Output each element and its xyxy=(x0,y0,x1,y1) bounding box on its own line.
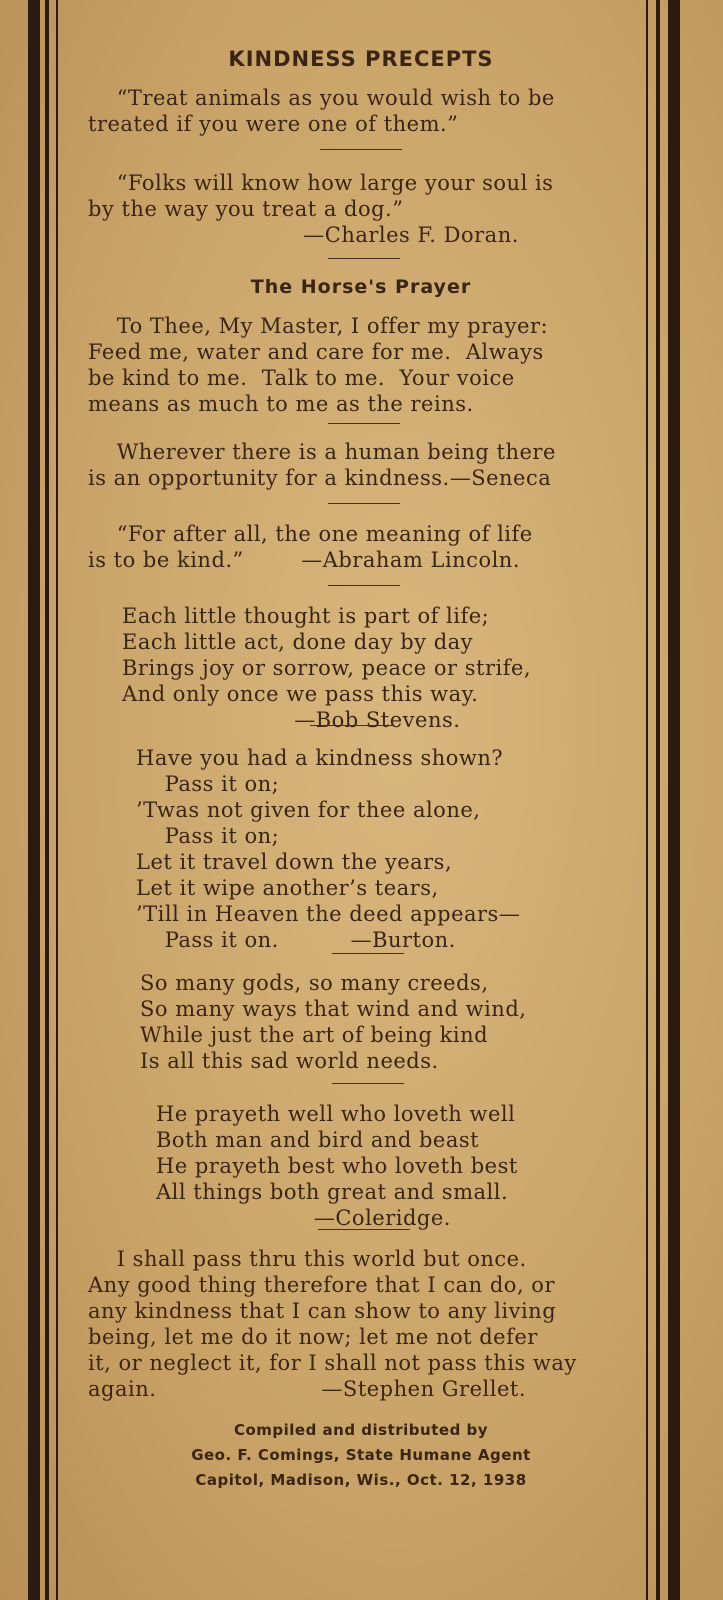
precept-treat-animals: “Treat animals as you would wish to be treated if you were one of them.” xyxy=(88,86,555,136)
left-border-rule xyxy=(28,0,40,1600)
separator xyxy=(332,953,404,954)
poem-coleridge: He prayeth well who loveth well Both man and bird and beast He prayeth best who loveth best All things both great and small. —Coleridge. xyxy=(156,1102,518,1230)
horse-prayer-heading: The Horse's Prayer xyxy=(250,276,472,298)
poem-bob-stevens: Each little thought is part of life; Each little act, done day by day Brings joy or sorrow, peace or strife, And only once we pass this way. —Bob Stevens. xyxy=(122,604,532,732)
left-border-rule xyxy=(56,0,58,1600)
precept-doran: “Folks will know how large your soul is by the way you treat a dog.” —Charles F. Doran. xyxy=(88,171,554,247)
page-title: KINDNESS PRECEPTS xyxy=(228,47,494,71)
precepts-card xyxy=(70,0,652,1600)
separator xyxy=(318,1229,410,1230)
right-border-rule xyxy=(656,0,660,1600)
footer-agent: Geo. F. Comings, State Humane Agent xyxy=(191,1446,531,1464)
separator xyxy=(332,1083,404,1084)
separator xyxy=(320,149,402,150)
separator xyxy=(310,725,392,726)
right-border-rule xyxy=(668,0,680,1600)
precept-seneca: Wherever there is a human being there is an opportunity for a kindness.—Seneca xyxy=(88,440,556,490)
footer-location-date: Capitol, Madison, Wis., Oct. 12, 1938 xyxy=(195,1471,527,1489)
poem-burton: Have you had a kindness shown? Pass it on; ’Twas not given for thee alone, Pass it on; Let it travel down the years, Let it wipe another’s tears, ’Till in Heaven the deed appears— Pass it on. —Burton. xyxy=(136,746,521,952)
left-border-rule xyxy=(45,0,49,1600)
separator xyxy=(328,503,400,504)
precept-lincoln: “For after all, the one meaning of life is to be kind.” —Abraham Lincoln. xyxy=(88,522,533,572)
footer-compiled-by: Compiled and distributed by xyxy=(233,1421,489,1439)
horse-prayer-text: To Thee, My Master, I offer my prayer: Feed me, water and care for me. Always be kind to me. Talk to me. Your voice means as much to me as the reins. xyxy=(88,314,549,416)
poem-creeds: So many gods, so many creeds, So many ways that wind and wind, While just the art of being kind Is all this sad world needs. xyxy=(140,971,527,1073)
separator xyxy=(328,423,400,424)
precept-grellet: I shall pass thru this world but once. Any good thing therefore that I can do, or any kindness that I can show to any living being, let me do it now; let me not defer it, or neglect it, for I shall not pass this way again. —Stephen Grellet. xyxy=(88,1247,577,1401)
separator xyxy=(328,585,400,586)
separator xyxy=(328,258,400,259)
